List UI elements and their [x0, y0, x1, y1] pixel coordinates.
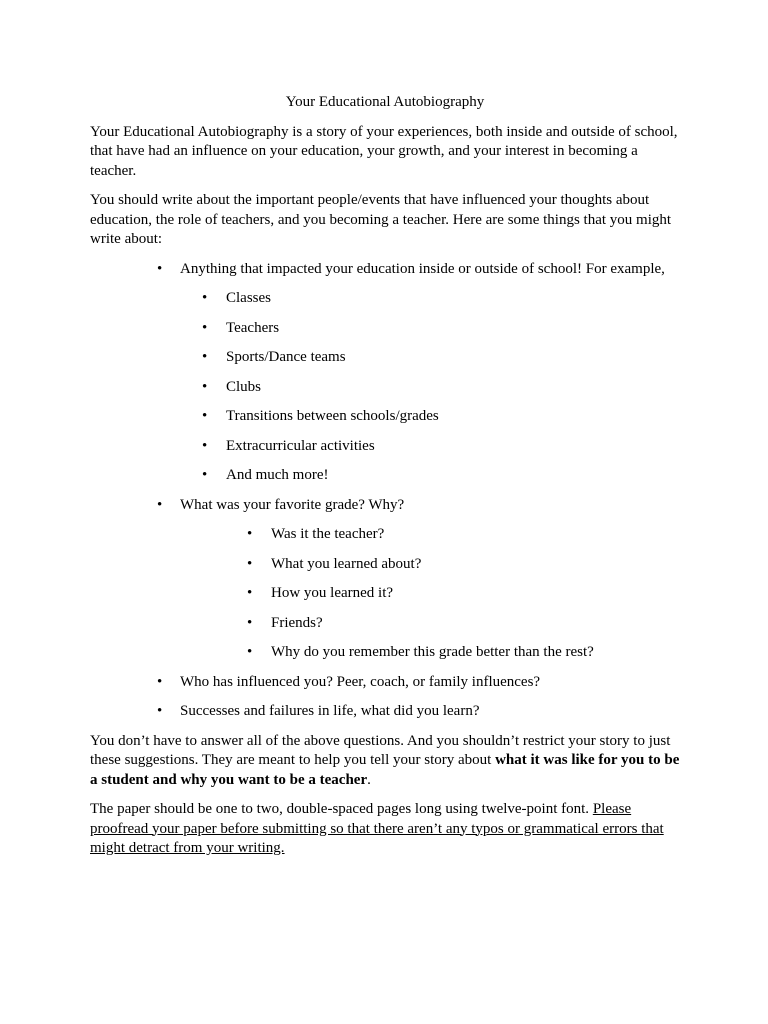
bullet-icon: • — [247, 526, 253, 542]
list-item-text: Anything that impacted your education inside or outside of school! For example, — [180, 260, 665, 277]
proofread-note: Please proofread your paper before submitting so that there aren’t any typos or grammatical errors that might detract from your writing. — [90, 801, 664, 856]
list-item-text: What you learned about? — [271, 555, 422, 572]
bullet-icon: • — [157, 703, 163, 719]
list-item — [90, 348, 680, 368]
list-item — [90, 378, 680, 398]
list-item — [90, 437, 680, 457]
document-page — [90, 93, 680, 869]
suggestions-list — [90, 260, 680, 722]
bullet-icon: • — [247, 644, 253, 660]
bullet-icon: • — [202, 467, 208, 483]
bullet-icon: • — [202, 290, 208, 306]
bullet-icon: • — [157, 673, 163, 690]
list-item — [90, 614, 680, 634]
bullet-icon: • — [202, 319, 208, 336]
list-item — [90, 643, 680, 663]
intro-paragraph: Your Educational Autobiography is a story of your experiences, both inside and outside of school, that have had an influence on your education, your growth, and your interest in becoming a teacher. — [90, 123, 678, 179]
list-item-text: Sports/Dance teams — [226, 349, 346, 365]
guidance-emphasis: what it was like for you to be a student and why you want to be a teacher — [90, 752, 680, 788]
bullet-icon: • — [202, 378, 208, 395]
list-item — [90, 260, 680, 280]
list-item — [90, 466, 680, 486]
guidance-text: You don’t have to answer all of the above questions. And you shouldn’t restrict your story to just these suggestions. They are meant to help you tell your story about — [90, 732, 671, 768]
bullet-icon: • — [247, 614, 253, 631]
list-item — [90, 407, 680, 427]
list-item-text: And much more! — [226, 467, 329, 483]
list-item-text: Transitions between schools/grades — [226, 408, 439, 424]
bullet-icon: • — [202, 349, 208, 365]
list-item-text: How you learned it? — [271, 585, 394, 601]
bullet-icon: • — [202, 408, 208, 424]
requirements-paragraph — [90, 800, 680, 859]
bullet-icon: • — [157, 260, 163, 277]
list-item — [90, 319, 680, 339]
list-item — [90, 673, 680, 693]
bullet-icon: • — [247, 555, 253, 572]
list-item — [90, 702, 680, 722]
list-item-text: Successes and failures in life, what did you learn? — [180, 703, 480, 719]
requirements-text: The paper should be one to two, double-spaced pages long using twelve-point font. — [90, 801, 593, 817]
list-item — [90, 525, 680, 545]
bullet-icon: • — [202, 437, 208, 454]
list-item-text: Was it the teacher? — [271, 526, 385, 542]
bullet-icon: • — [157, 496, 163, 513]
list-item — [90, 289, 680, 309]
list-item-text: Clubs — [226, 378, 262, 395]
instructions-paragraph: You should write about the important people/events that have influenced your thoughts about education, the role of teachers, and you becoming a teacher. Here are some things that you might write about: — [90, 192, 672, 247]
list-item-text: Classes — [226, 290, 271, 306]
guidance-end: . — [367, 771, 371, 788]
list-item-text: Why do you remember this grade better than the rest? — [271, 644, 594, 660]
list-item-text: Who has influenced you? Peer, coach, or family influences? — [180, 673, 541, 690]
list-item — [90, 496, 680, 516]
list-item-text: Extracurricular activities — [226, 437, 375, 454]
guidance-paragraph — [90, 732, 680, 791]
bullet-icon: • — [247, 585, 253, 601]
list-item-text: Friends? — [271, 614, 323, 631]
list-item-text: What was your favorite grade? Why? — [180, 496, 405, 513]
list-item — [90, 555, 680, 575]
document-title: Your Educational Autobiography — [285, 94, 485, 110]
list-item — [90, 584, 680, 604]
list-item-text: Teachers — [226, 319, 280, 336]
